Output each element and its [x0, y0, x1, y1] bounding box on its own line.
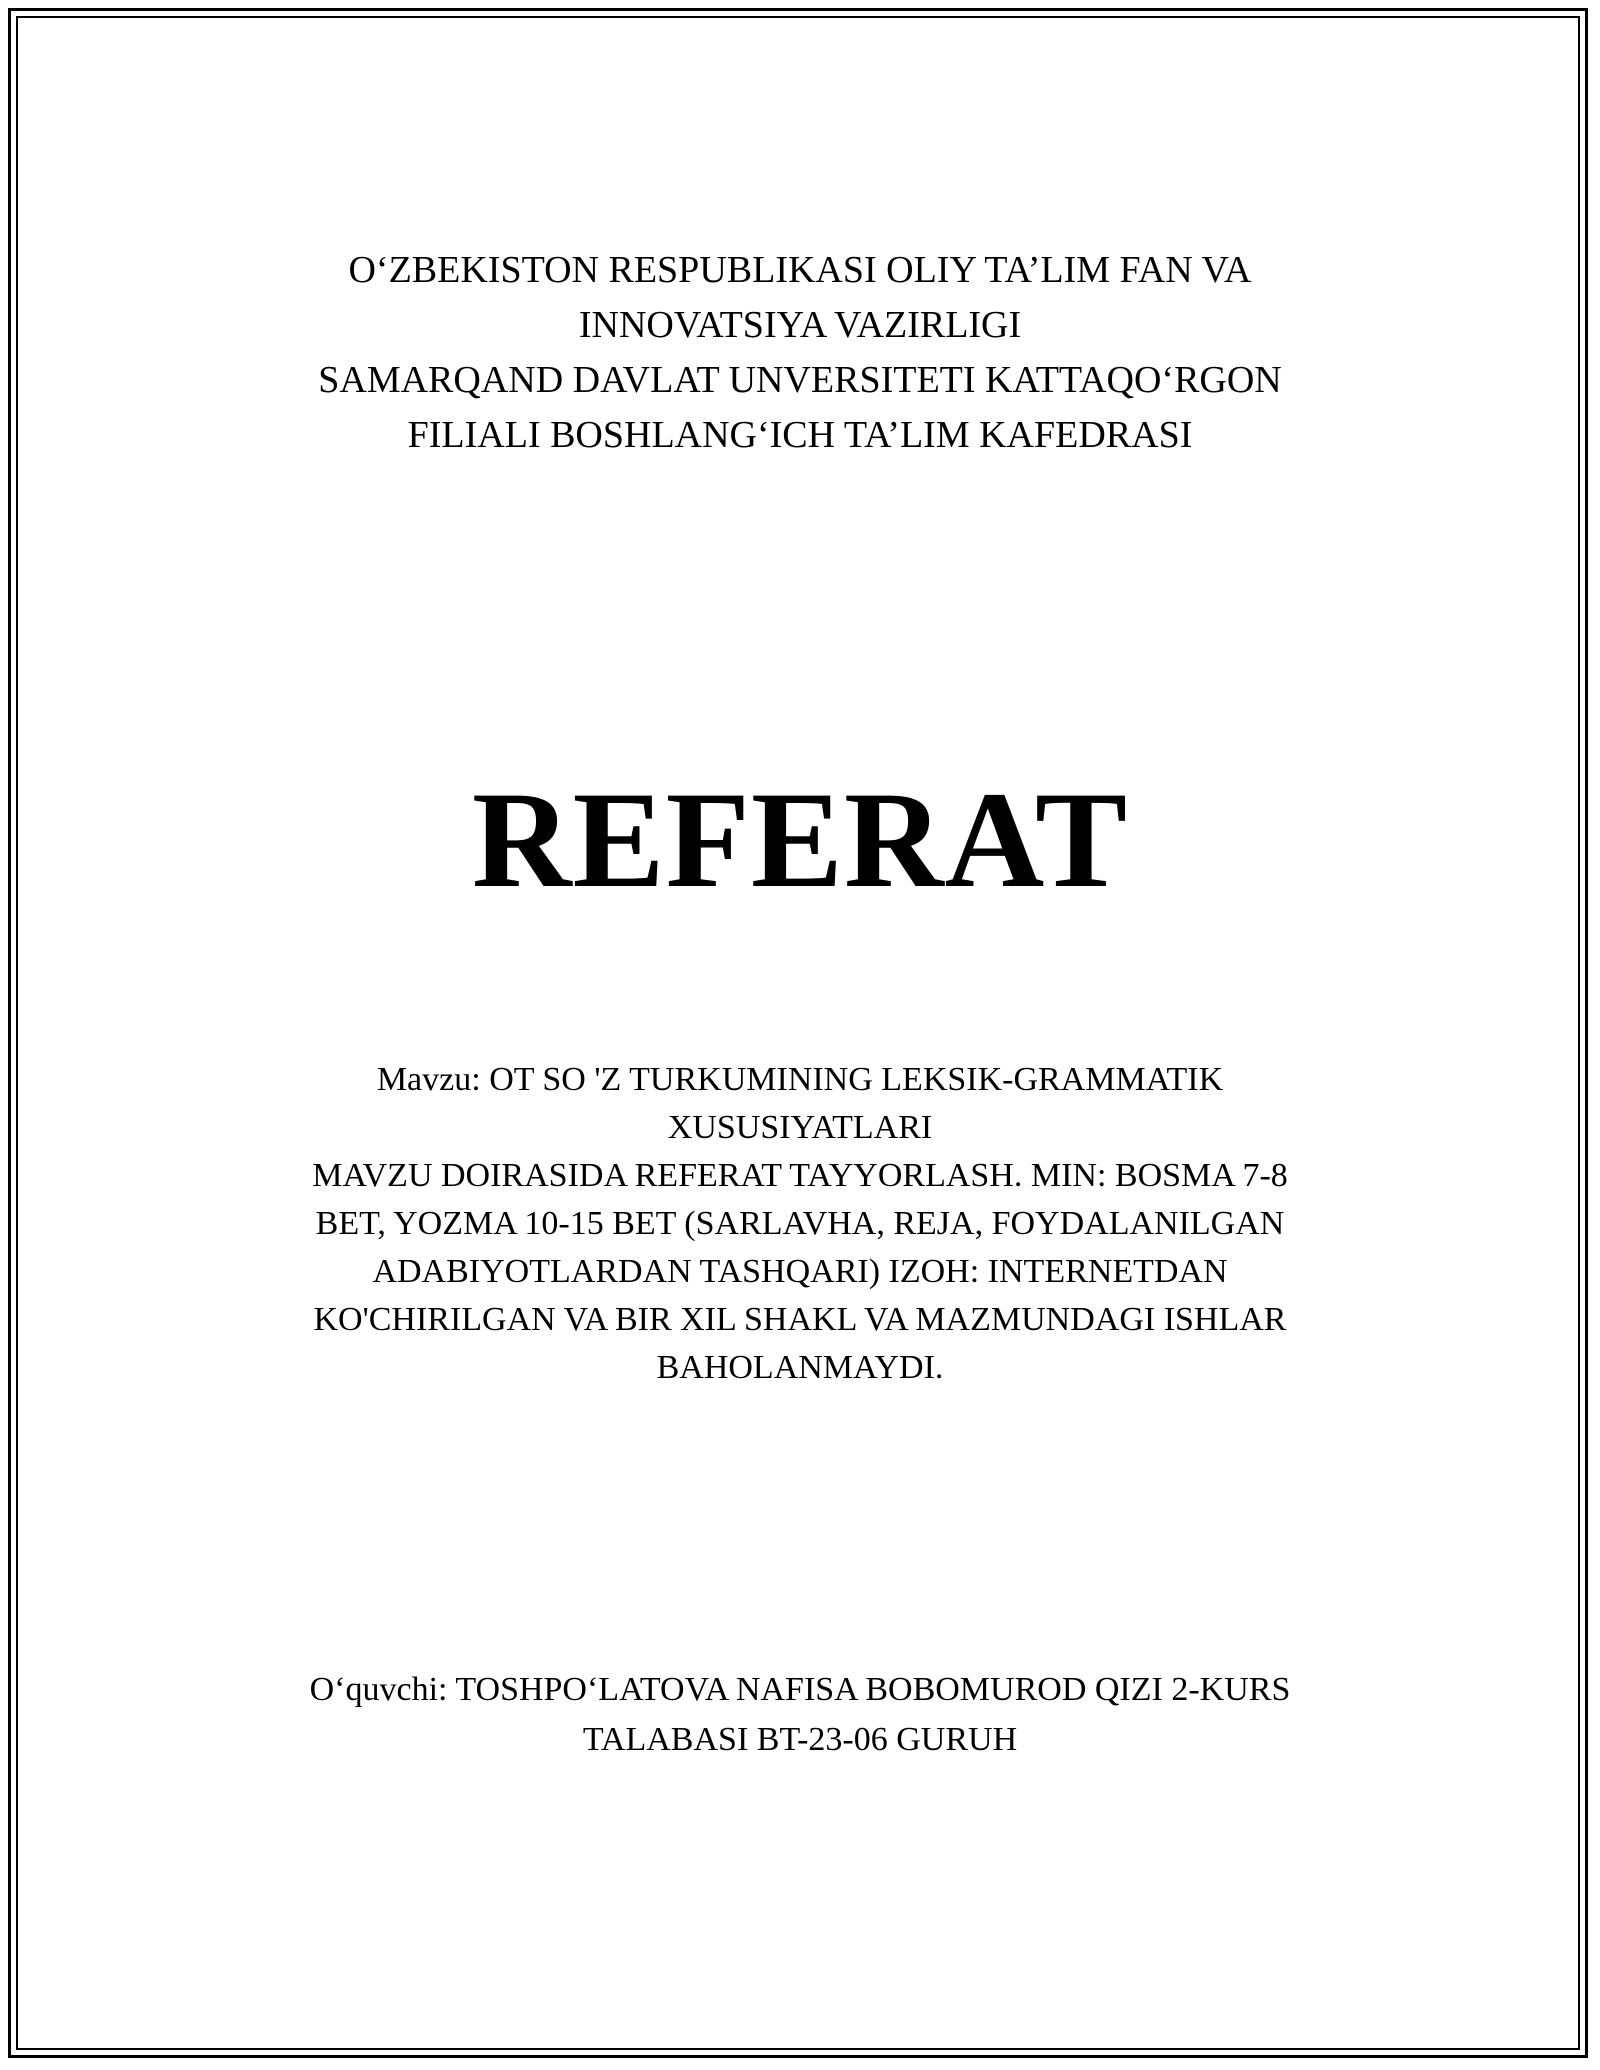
student-line: O‘quvchi: TOSHPO‘LATOVA NAFISA BOBOMUROD QIZI 2-KURS [309, 1671, 1291, 1708]
header-line: SAMARQAND DAVLAT UNVERSITETI KATTAQO‘RGON [318, 359, 1282, 401]
header-line: INNOVATSIYA VAZIRLIGI [578, 304, 1022, 346]
topic-line: BET, YOZMA 10-15 BET (SARLAVHA, REJA, FOYDALANILGAN [315, 1205, 1285, 1242]
header-line: O‘ZBEKISTON RESPUBLIKASI OLIY TA’LIM FAN VA [348, 249, 1252, 291]
topic-line: MAVZU DOIRASIDA REFERAT TAYYORLASH. MIN: BOSMA 7-8 [312, 1157, 1288, 1194]
topic-line: KO'CHIRILGAN VA BIR XIL SHAKL VA MAZMUNDAGI ISHLAR [313, 1301, 1287, 1338]
header-line: FILIALI BOSHLANG‘ICH TA’LIM KAFEDRASI [407, 414, 1193, 456]
topic-line: XUSUSIYATLARI [667, 1109, 933, 1146]
document-title: REFERAT [471, 763, 1129, 916]
topic-line: BAHOLANMAYDI. [656, 1349, 944, 1386]
topic-line: ADABIYOTLARDAN TASHQARI) IZOH: INTERNETDAN [372, 1253, 1228, 1290]
topic-line: Mavzu: OT SO 'Z TURKUMINING LEKSIK-GRAMMATIK [376, 1061, 1224, 1098]
student-line: TALABASI BT-23-06 GURUH [582, 1721, 1018, 1758]
student-info [0, 1665, 1600, 1765]
topic-section [0, 1056, 1600, 1392]
ministry-header [0, 243, 1600, 463]
